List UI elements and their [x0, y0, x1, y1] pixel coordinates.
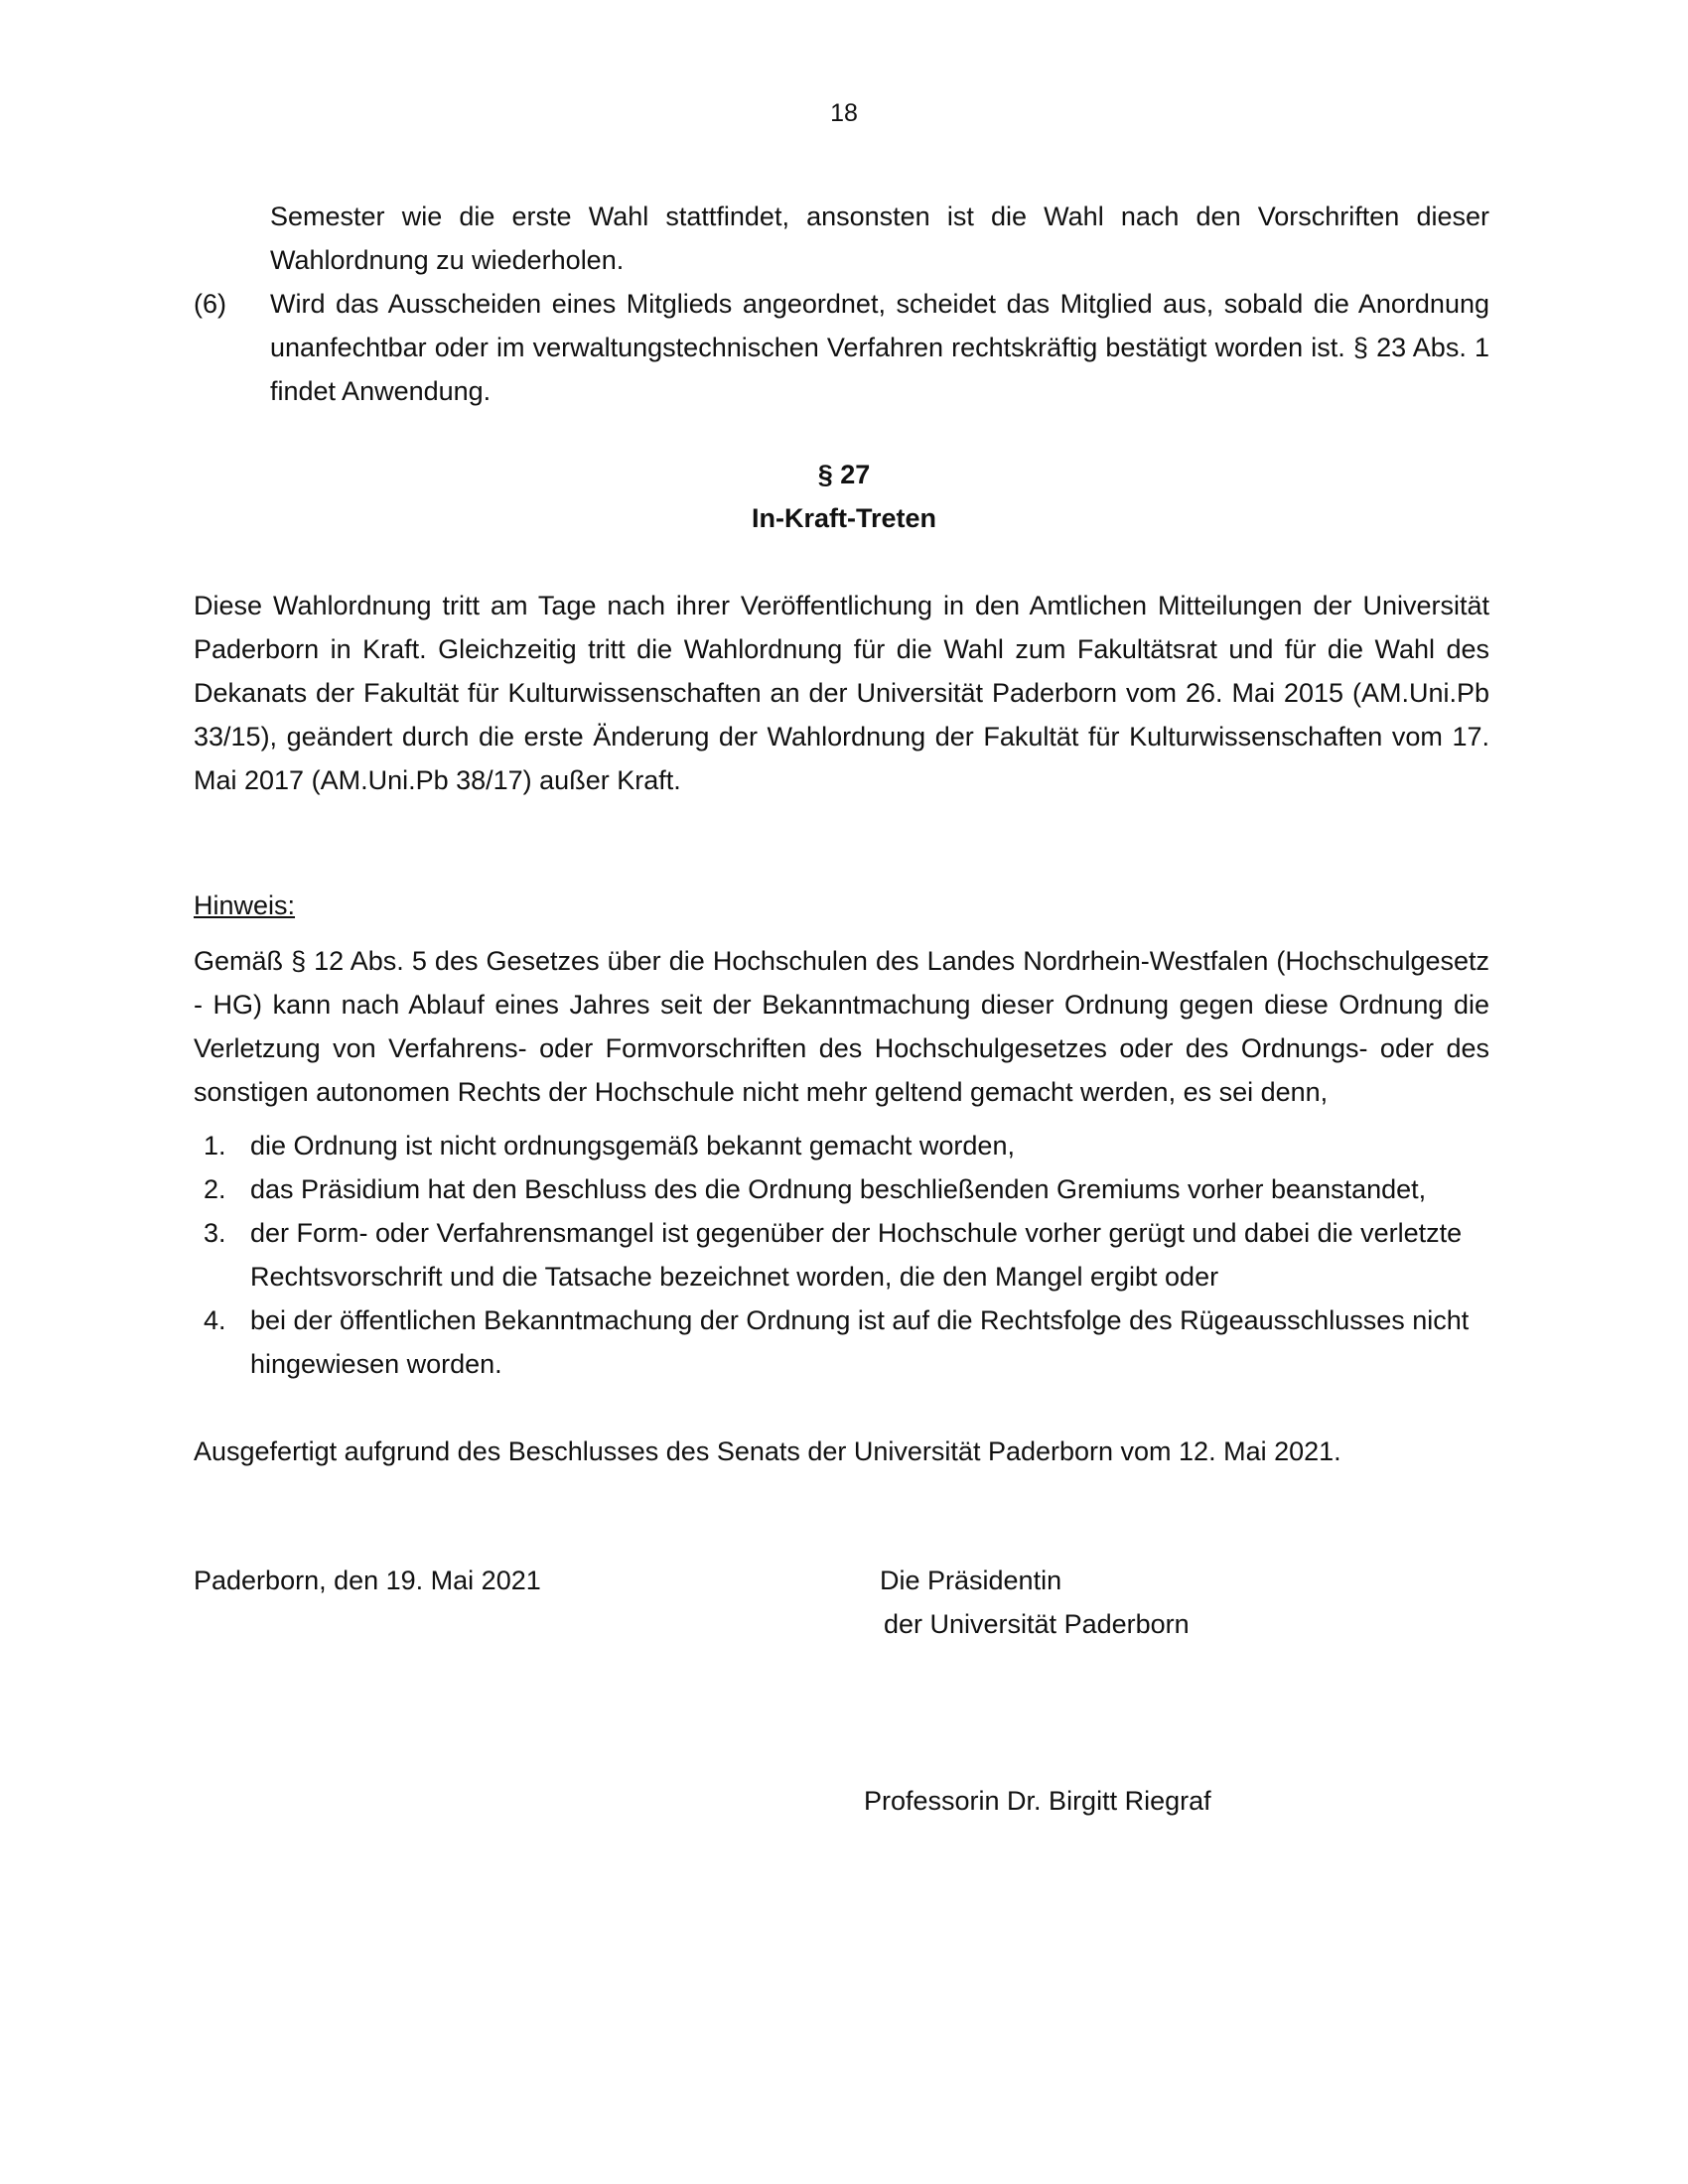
list-item-text: die Ordnung ist nicht ordnungsgemäß bekannt gemacht worden, — [250, 1131, 1015, 1160]
paragraph-number: (6) — [194, 289, 226, 319]
paragraph-text: Wird das Ausscheiden eines Mitglieds angeordnet, scheidet das Mitglied aus, sobald die Anordnung unanfechtbar oder im verwaltungstechnischen Verfahren rechtskräftig bestätigt worden ist. § 23 Abs. 1 findet Anwendung. — [270, 289, 1489, 406]
signatory-name: Professorin Dr. Birgitt Riegraf — [864, 1786, 1211, 1816]
place-date: Paderborn, den 19. Mai 2021 — [194, 1566, 541, 1595]
list-item-number: 1. — [204, 1131, 226, 1160]
list-item-text: bei der öffentlichen Bekanntmachung der Ordnung ist auf die Rechtsfolge des Rügeausschlusses nicht hingewiesen worden. — [250, 1305, 1470, 1379]
hinweis-text: Gemäß § 12 Abs. 5 des Gesetzes über die Hochschulen des Landes Nordrhein-Westfalen (Hochschulgesetz - HG) kann nach Ablauf eines Jahres seit der Bekanntmachung dieser Ordnung gegen diese Ordnung die Verletzung von Verfahrens- oder Formvorschriften des Hochschulgesetzes oder des Ordnungs- oder des sonstigen autonomen Rechts der Hochschule nicht mehr geltend gemacht werden, es sei denn, — [194, 946, 1489, 1107]
hinweis-heading: Hinweis: — [194, 890, 296, 920]
list-item — [194, 1124, 1489, 1167]
section-body: Diese Wahlordnung tritt am Tage nach ihrer Veröffentlichung in den Amtlichen Mitteilungen der Universität Paderborn in Kraft. Gleichzeitig tritt die Wahlordnung für die Wahl zum Fakultätsrat und für die Wahl des Dekanats der Fakultät für Kulturwissenschaften an der Universität Paderborn vom 26. Mai 2015 (AM.Uni.Pb 33/15), geändert durch die erste Änderung der Wahlordnung der Fakultät für Kulturwissenschaften vom 17. Mai 2017 (AM.Uni.Pb 38/17) außer Kraft. — [194, 591, 1489, 795]
list-item-number: 4. — [204, 1305, 226, 1335]
list-item-number: 2. — [204, 1174, 226, 1204]
signatory-title: Die Präsidentin — [880, 1566, 1062, 1595]
page-number: 18 — [830, 99, 858, 127]
section-number: § 27 — [817, 460, 871, 489]
hinweis-list — [194, 1124, 1489, 1386]
list-item — [194, 1298, 1489, 1386]
list-item — [194, 1211, 1489, 1298]
list-item-text: das Präsidium hat den Beschluss des die Ordnung beschließenden Gremiums vorher beanstandet, — [250, 1174, 1427, 1204]
list-item-text: der Form- oder Verfahrensmangel ist gegenüber der Hochschule vorher gerügt und dabei die verletzte Rechtsvorschrift und die Tatsache bezeichnet worden, die den Mangel ergibt oder — [250, 1218, 1463, 1292]
list-item — [194, 1167, 1489, 1211]
section-title: In-Kraft-Treten — [751, 503, 936, 533]
ausgefertigt-statement: Ausgefertigt aufgrund des Beschlusses des Senats der Universität Paderborn vom 12. Mai 2021. — [194, 1436, 1341, 1466]
signatory-organization: der Universität Paderborn — [884, 1609, 1190, 1639]
continuation-paragraph: Semester wie die erste Wahl stattfindet, ansonsten ist die Wahl nach den Vorschriften dieser Wahlordnung zu wiederholen. — [270, 202, 1489, 275]
list-item-number: 3. — [204, 1218, 226, 1248]
